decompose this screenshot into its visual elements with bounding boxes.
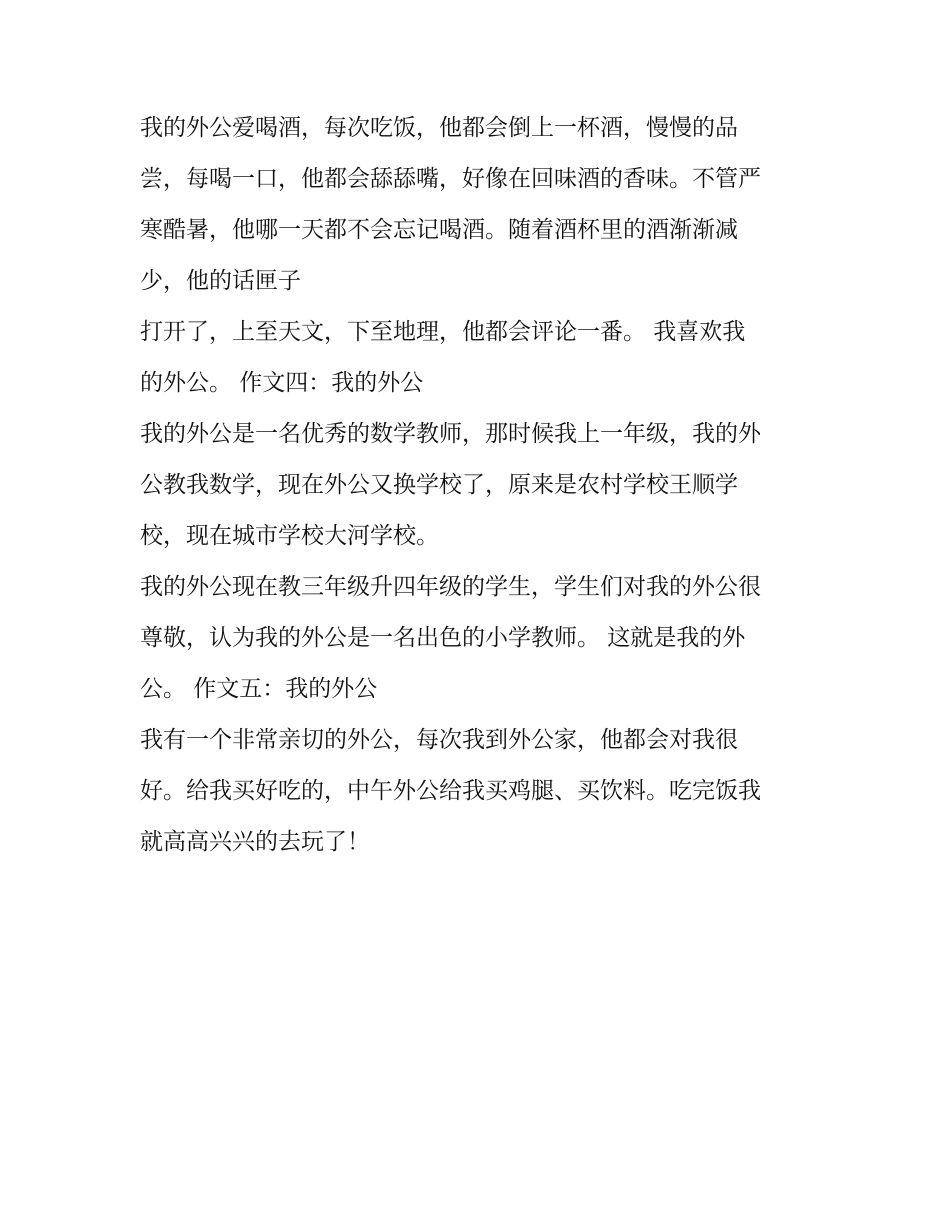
text-line: 好。给我买好吃的，中午外公给我买鸡腿、买饮料。吃完饭我 [140,778,761,804]
text-line: 就高高兴兴的去玩了！ [140,829,370,855]
document-body [140,103,820,868]
text-line: 尝，每喝一口，他都会舔舔嘴，好像在回味酒的香味。不管严 [140,166,761,192]
text-line: 公教我数学，现在外公又换学校了，原来是农村学校王顺学 [140,472,738,498]
text-line: 我有一个非常亲切的外公，每次我到外公家，他都会对我很 [140,727,738,753]
text-line: 我的外公是一名优秀的数学教师，那时候我上一年级，我的外 [140,421,761,447]
text-line: 的外公。 作文四：我的外公 [140,370,424,396]
text-line: 我的外公爱喝酒，每次吃饭，他都会倒上一杯酒，慢慢的品 [140,115,738,141]
text-line: 寒酷暑，他哪一天都不会忘记喝酒。随着酒杯里的酒渐渐减 [140,217,738,243]
text-line: 少，他的话匣子 [140,268,301,294]
text-line: 校，现在城市学校大河学校。 [140,523,439,549]
text-line: 尊敬，认为我的外公是一名出色的小学教师。 这就是我的外 [140,625,746,651]
text-line: 打开了，上至天文，下至地理，他都会评论一番。 我喜欢我 [140,319,746,345]
text-line: 公。 作文五：我的外公 [140,676,378,702]
text-line: 我的外公现在教三年级升四年级的学生，学生们对我的外公很 [140,574,761,600]
